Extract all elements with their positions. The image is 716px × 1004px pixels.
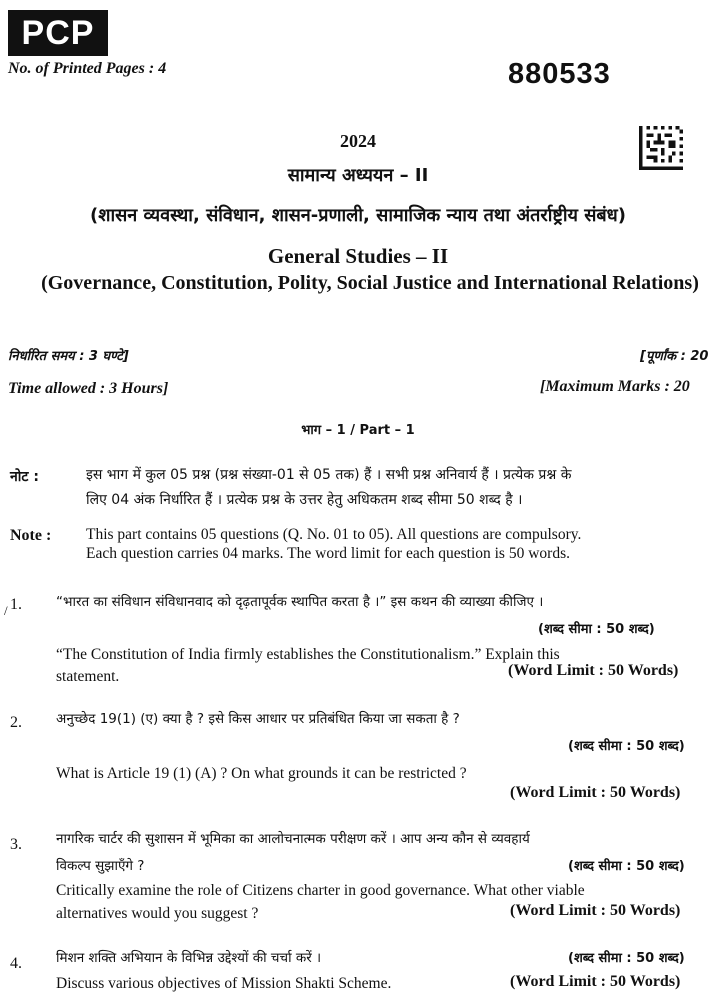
note-label-english: Note :: [10, 527, 52, 544]
note-line1-hindi: इस भाग में कुल 05 प्रश्न (प्रश्न संख्या-01 से 05 तक) हैं । सभी प्रश्न अनिवार्य हैं । प्रत्येक प्रश्न के: [86, 467, 572, 483]
english-title: General Studies – II: [267, 244, 449, 268]
pcp-badge: PCP: [8, 10, 108, 56]
question-text-english: “The Constitution of India firmly establishes the Constitutionalism.” Explain this: [56, 646, 560, 663]
time-allowed-english: Time allowed : 3 Hours]: [8, 380, 169, 397]
question-text-english: What is Article 19 (1) (A) ? On what grounds it can be restricted ?: [56, 765, 467, 782]
time-allowed-hindi: निर्धारित समय : 3 घण्टे]: [8, 349, 129, 364]
printed-pages-label: No. of Printed Pages : 4: [8, 60, 167, 77]
word-limit-hindi: (शब्द सीमा : 50 शब्द): [568, 739, 685, 754]
word-limit-hindi: (शब्द सीमा : 50 शब्द): [568, 951, 685, 966]
paper-code: 880533: [508, 58, 611, 90]
question-text-hindi: “भारत का संविधान संविधानवाद को दृढ़तापूर्वक स्थापित करता है ।” इस कथन की व्याख्या कीजिए ।: [56, 594, 544, 610]
hindi-subtitle: (शासन व्यवस्था, संविधान, शासन-प्रणाली, सामाजिक न्याय तथा अंतर्राष्ट्रीय संबंध): [90, 205, 626, 226]
word-limit-english: (Word Limit : 50 Words): [510, 784, 681, 801]
question-text-hindi-cont: विकल्प सुझाएँगे ?: [56, 858, 145, 874]
word-limit-english: (Word Limit : 50 Words): [508, 662, 679, 679]
question-number: 2.: [10, 714, 22, 731]
part-heading: भाग – 1 / Part – 1: [301, 423, 415, 438]
question-number: 1.: [10, 596, 22, 613]
question-text-english: Discuss various objectives of Mission Shakti Scheme.: [56, 975, 392, 992]
question-text-english-cont: statement.: [56, 668, 120, 685]
pen-mark-icon: /: [4, 603, 8, 618]
question-text-hindi: मिशन शक्ति अभियान के विभिन्न उद्देश्यों की चर्चा करें ।: [56, 950, 322, 966]
english-subtitle: (Governance, Constitution, Polity, Social Justice and International Relations): [41, 272, 699, 294]
hindi-title: सामान्य अध्ययन – II: [287, 165, 429, 186]
question-text-hindi: अनुच्छेद 19(1) (ए) क्या है ? इसे किस आधार पर प्रतिबंधित किया जा सकता है ?: [56, 711, 460, 727]
question-text-english-cont: alternatives would you suggest ?: [56, 905, 259, 922]
note-label-hindi: नोट :: [10, 469, 39, 485]
word-limit-english: (Word Limit : 50 Words): [510, 973, 681, 990]
max-marks-english: [Maximum Marks : 20: [540, 378, 690, 395]
word-limit-hindi: (शब्द सीमा : 50 शब्द): [538, 622, 655, 637]
question-number: 3.: [10, 836, 22, 853]
max-marks-hindi: [पूर्णांक : 20: [640, 349, 709, 364]
note-line2-hindi: लिए 04 अंक निर्धारित हैं । प्रत्येक प्रश्न के उत्तर हेतु अधिकतम शब्द सीमा 50 शब्द है ।: [86, 492, 523, 508]
question-text-hindi: नागरिक चार्टर की सुशासन में भूमिका का आलोचनात्मक परीक्षण करें । आप अन्य कौन से व्यवहार्य: [56, 831, 530, 847]
note-line2-english: Each question carries 04 marks. The word limit for each question is 50 words.: [86, 545, 570, 562]
note-line1-english: This part contains 05 questions (Q. No. 01 to 05). All questions are compulsory.: [86, 526, 582, 543]
word-limit-english: (Word Limit : 50 Words): [510, 902, 681, 919]
question-text-english: Critically examine the role of Citizens charter in good governance. What other viable: [56, 882, 585, 899]
word-limit-hindi: (शब्द सीमा : 50 शब्द): [568, 859, 685, 874]
question-number: 4.: [10, 955, 22, 972]
exam-year: 2024: [340, 131, 376, 151]
